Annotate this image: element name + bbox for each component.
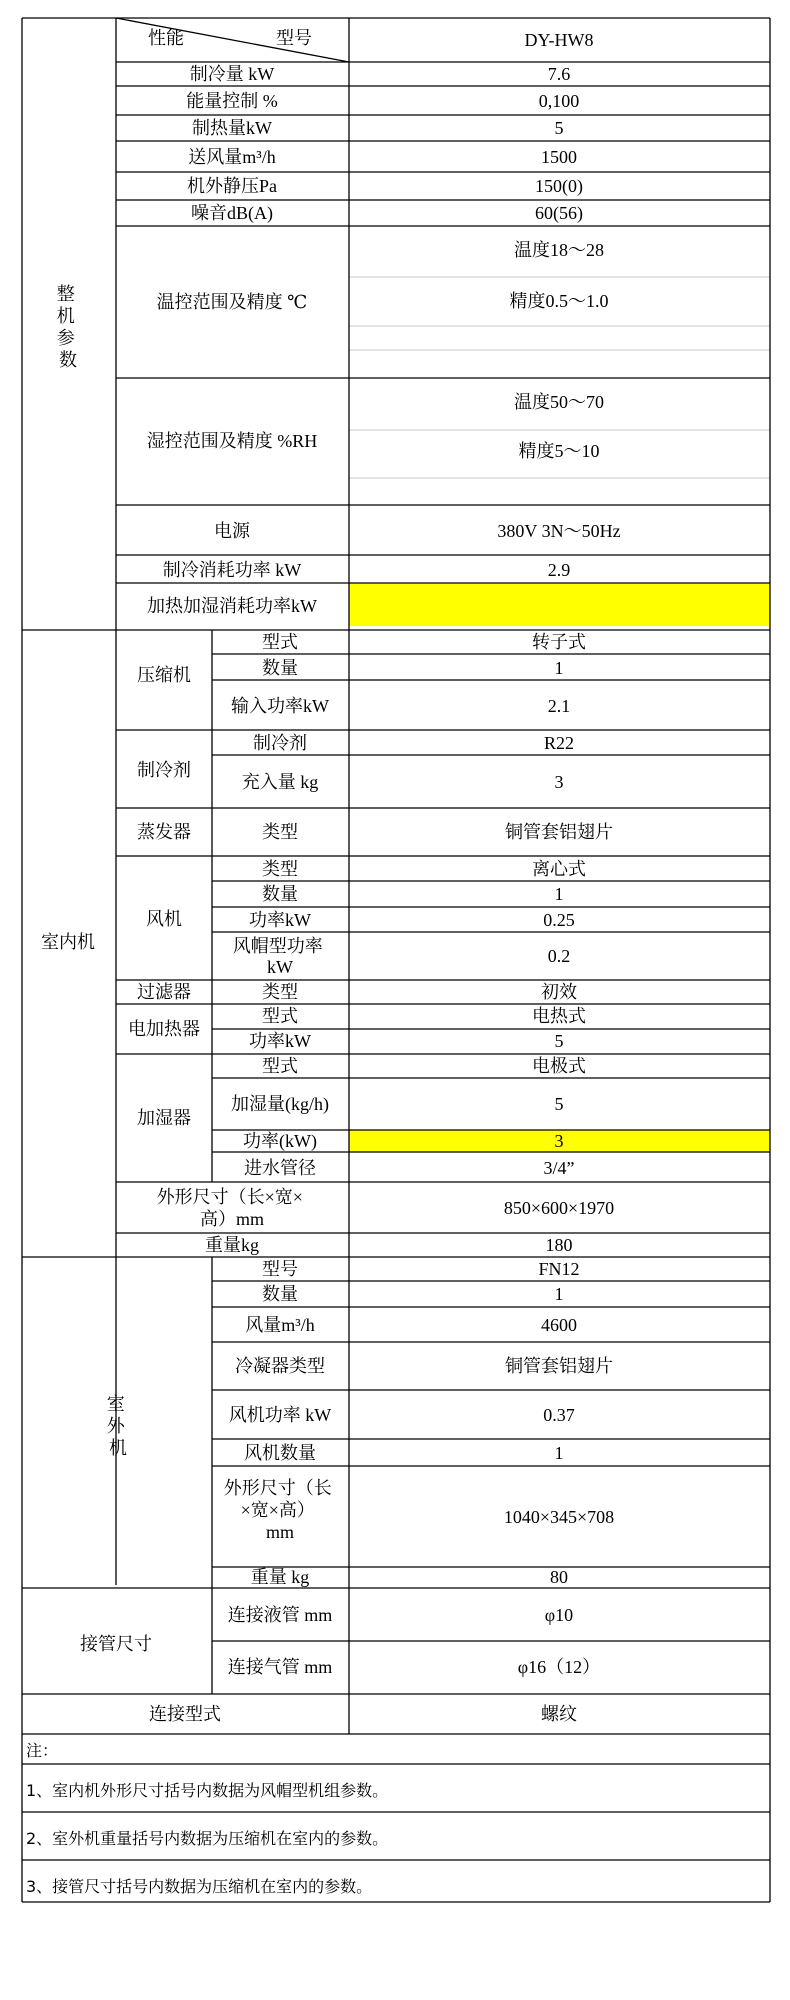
humidity-control-accuracy: 精度5～10 bbox=[518, 441, 600, 461]
liquid-pipe-value: φ10 bbox=[544, 1605, 574, 1625]
fan-power-value: 0.25 bbox=[543, 910, 575, 930]
fan-label: 风机 bbox=[146, 909, 182, 929]
static-pressure-label: 机外静压Pa bbox=[187, 176, 277, 196]
connection-label: 连接型式 bbox=[149, 1704, 221, 1724]
outdoor-dimensions-value: 1040×345×708 bbox=[503, 1507, 615, 1527]
fan-power-label: 功率kW bbox=[249, 910, 311, 930]
gas-pipe-label: 连接气管 mm bbox=[227, 1657, 333, 1677]
capacity-control-value: 0,100 bbox=[538, 91, 580, 111]
refrigerant-kind-value: R22 bbox=[543, 733, 575, 753]
condenser-type-label: 冷凝器类型 bbox=[235, 1356, 325, 1376]
heating-capacity-label: 制热量kW bbox=[192, 118, 272, 138]
refrigerant-label: 制冷剂 bbox=[137, 760, 191, 780]
indoor-dimensions-label bbox=[157, 1187, 308, 1229]
condenser-type-value: 铜管套铝翅片 bbox=[505, 1356, 613, 1376]
filter-label: 过滤器 bbox=[137, 982, 191, 1002]
electric-heater-power-label: 功率kW bbox=[249, 1031, 311, 1051]
humidity-control-label: 湿控范围及精度 %RH bbox=[146, 431, 318, 451]
group-overall-char-3: 参 bbox=[56, 328, 75, 348]
note-item-3: 3、接管尺寸括号内数据为压缩机在室内的参数。 bbox=[26, 1877, 373, 1896]
indoor-weight-label: 重量kg bbox=[205, 1235, 259, 1255]
electric-heater-power-value: 5 bbox=[554, 1031, 564, 1051]
electric-heater-label: 电加热器 bbox=[128, 1019, 200, 1039]
power-supply-label: 电源 bbox=[214, 521, 250, 541]
airflow-label: 送风量m³/h bbox=[188, 147, 276, 167]
header-performance-label: 性能 bbox=[148, 28, 184, 48]
compressor-quantity-value: 1 bbox=[554, 658, 564, 678]
refrigerant-kind-label: 制冷剂 bbox=[253, 733, 307, 753]
refrigerant-charge-label: 充入量 kg bbox=[241, 772, 319, 792]
fan-hood-power-label-line-2: kW bbox=[267, 957, 293, 977]
outdoor-model-label: 型号 bbox=[262, 1259, 298, 1279]
humidifier-label: 加湿器 bbox=[137, 1108, 191, 1128]
header-model-label: 型号 bbox=[276, 28, 312, 48]
fan-hood-power-label-line-1: 风帽型功率 bbox=[232, 936, 323, 956]
outdoor-model-value: FN12 bbox=[538, 1259, 580, 1279]
humidifier-power-label: 功率(kW) bbox=[243, 1131, 317, 1151]
highlight-cell-heating-power bbox=[349, 583, 770, 626]
cooling-capacity-value: 7.6 bbox=[547, 64, 571, 84]
outdoor-dimensions-label-line-2: ×宽×高） bbox=[240, 1500, 315, 1520]
capacity-control-label: 能量控制 % bbox=[186, 91, 278, 111]
gas-pipe-value: φ16（12） bbox=[517, 1657, 601, 1677]
connection-value: 螺纹 bbox=[541, 1704, 577, 1724]
outdoor-dimensions-label-line-1: 外形尺寸（长 bbox=[223, 1478, 332, 1498]
compressor-type-value: 转子式 bbox=[532, 632, 586, 652]
outdoor-weight-label: 重量 kg bbox=[250, 1567, 310, 1587]
temp-control-accuracy: 精度0.5～1.0 bbox=[509, 291, 609, 311]
compressor-quantity-label: 数量 bbox=[262, 658, 298, 678]
outdoor-airflow-label: 风量m³/h bbox=[245, 1315, 315, 1335]
notes-title: 注： bbox=[26, 1741, 59, 1760]
humidifier-inlet-pipe-value: 3/4” bbox=[543, 1158, 575, 1178]
group-piping-label: 接管尺寸 bbox=[80, 1634, 152, 1654]
note-item-1: 1、室内机外形尺寸括号内数据为风帽型机组参数。 bbox=[26, 1781, 389, 1800]
fan-hood-power-value: 0.2 bbox=[547, 946, 571, 966]
outdoor-fan-count-label: 风机数量 bbox=[244, 1443, 316, 1463]
outdoor-fan-count-value: 1 bbox=[554, 1443, 564, 1463]
fan-quantity-label: 数量 bbox=[262, 884, 298, 904]
indoor-dimensions-label-line-2: 高）mm bbox=[199, 1209, 265, 1229]
outdoor-fan-power-value: 0.37 bbox=[543, 1405, 575, 1425]
compressor-input-power-label: 输入功率kW bbox=[231, 696, 329, 716]
refrigerant-charge-value: 3 bbox=[554, 772, 564, 792]
cooling-power-value: 2.9 bbox=[547, 560, 571, 580]
outdoor-airflow-value: 4600 bbox=[541, 1315, 577, 1335]
compressor-input-power-value: 2.1 bbox=[547, 696, 571, 716]
group-overall-label bbox=[57, 284, 80, 370]
temp-control-range: 温度18～28 bbox=[514, 240, 604, 260]
humidifier-power-value: 3 bbox=[554, 1131, 564, 1151]
outdoor-dimensions-label-line-3: mm bbox=[265, 1522, 295, 1542]
group-indoor-label: 室内机 bbox=[41, 932, 95, 952]
heating-humidifying-power-label: 加热加湿消耗功率kW bbox=[147, 596, 317, 616]
outdoor-fan-power-label: 风机功率 kW bbox=[228, 1405, 332, 1425]
electric-heater-type-value: 电热式 bbox=[532, 1006, 586, 1026]
compressor-type-label: 型式 bbox=[262, 632, 298, 652]
outdoor-quantity-label: 数量 bbox=[262, 1284, 298, 1304]
cooling-capacity-label: 制冷量 kW bbox=[189, 64, 275, 84]
header-model-value: DY-HW8 bbox=[524, 30, 594, 50]
group-overall-char-2: 机 bbox=[56, 306, 75, 326]
evaporator-type-value: 铜管套铝翅片 bbox=[505, 822, 613, 842]
fan-hood-power-label bbox=[233, 936, 328, 977]
airflow-value: 1500 bbox=[541, 147, 577, 167]
indoor-dimensions-value: 850×600×1970 bbox=[503, 1198, 615, 1218]
temp-control-label: 温控范围及精度 ℃ bbox=[156, 292, 308, 312]
group-overall-char-1: 整 bbox=[56, 284, 75, 304]
humidity-control-range: 温度50～70 bbox=[514, 392, 604, 412]
humidifier-capacity-value: 5 bbox=[554, 1094, 564, 1114]
fan-type-value: 离心式 bbox=[532, 859, 586, 879]
noise-value: 60(56) bbox=[535, 203, 583, 223]
indoor-weight-value: 180 bbox=[545, 1235, 573, 1255]
cooling-power-label: 制冷消耗功率 kW bbox=[162, 560, 302, 580]
liquid-pipe-label: 连接液管 mm bbox=[227, 1605, 333, 1625]
humidifier-capacity-label: 加湿量(kg/h) bbox=[231, 1094, 329, 1114]
evaporator-label: 蒸发器 bbox=[137, 822, 191, 842]
group-outdoor-char-3: 机 bbox=[109, 1438, 127, 1458]
group-outdoor-char-1: 室 bbox=[106, 1394, 125, 1414]
group-overall-char-4: 数 bbox=[59, 350, 77, 370]
electric-heater-type-label: 型式 bbox=[262, 1006, 298, 1026]
humidifier-type-label: 型式 bbox=[262, 1056, 298, 1076]
humidifier-inlet-pipe-label: 进水管径 bbox=[244, 1158, 316, 1178]
evaporator-type-label: 类型 bbox=[262, 822, 298, 842]
humidifier-type-value: 电极式 bbox=[532, 1056, 586, 1076]
note-item-2: 2、室外机重量括号内数据为压缩机在室内的参数。 bbox=[26, 1829, 389, 1848]
filter-type-label: 类型 bbox=[262, 982, 298, 1002]
group-outdoor-label bbox=[107, 1394, 130, 1458]
filter-type-value: 初效 bbox=[541, 982, 577, 1002]
fan-quantity-value: 1 bbox=[554, 884, 564, 904]
indoor-dimensions-label-line-1: 外形尺寸（长×宽× bbox=[156, 1187, 303, 1207]
group-outdoor-char-2: 外 bbox=[106, 1416, 125, 1436]
compressor-label: 压缩机 bbox=[137, 665, 191, 685]
fan-type-label: 类型 bbox=[262, 859, 298, 879]
outdoor-dimensions-label bbox=[224, 1478, 337, 1542]
outdoor-quantity-value: 1 bbox=[554, 1284, 564, 1304]
heating-capacity-value: 5 bbox=[554, 118, 564, 138]
noise-label: 噪音dB(A) bbox=[191, 203, 273, 223]
static-pressure-value: 150(0) bbox=[535, 176, 583, 196]
outdoor-weight-value: 80 bbox=[550, 1567, 568, 1587]
power-supply-value: 380V 3N～50Hz bbox=[497, 521, 621, 541]
